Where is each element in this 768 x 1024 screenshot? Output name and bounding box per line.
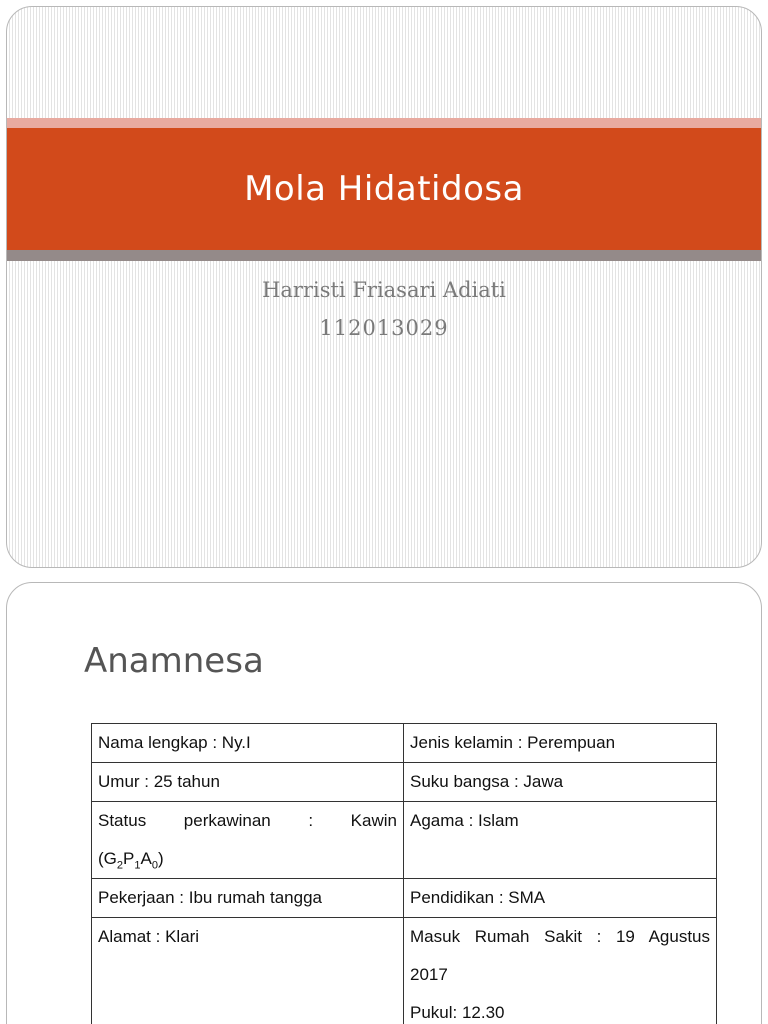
title-slide <box>6 6 762 568</box>
table-cell-age: Umur : 25 tahun <box>92 763 404 802</box>
para-count: 1 <box>134 859 141 872</box>
table-row <box>92 802 717 879</box>
table-cell-gender: Jenis kelamin : Perempuan <box>404 724 717 763</box>
table-cell-admission <box>404 918 717 1024</box>
slide-heading: Anamnesa <box>84 641 264 681</box>
table-cell-address: Alamat : Klari <box>92 918 404 1024</box>
obstetric-formula: $(G_2P_1A_0)$ <box>98 849 164 872</box>
table-cell-name: Nama lengkap : Ny.I <box>92 724 404 763</box>
admission-date-text: Masuk Rumah Sakit : 19 Agustus <box>410 927 710 946</box>
table-cell-education: Pendidikan : SMA <box>404 879 717 918</box>
top-accent-stripe <box>7 118 761 128</box>
bottom-accent-stripe <box>7 250 761 261</box>
table-row <box>92 763 717 802</box>
anamnesa-slide <box>6 582 762 1024</box>
table-cell-ethnicity: Suku bangsa : Jawa <box>404 763 717 802</box>
admission-time-text: Pukul: 12.30 <box>410 1003 505 1022</box>
admission-year-text: 2017 <box>410 965 448 984</box>
title-banner <box>7 128 761 250</box>
table-row <box>92 724 717 763</box>
slide-title: Mola Hidatidosa <box>244 169 524 209</box>
table-row <box>92 918 717 1024</box>
gravida-count: 2 <box>116 859 124 872</box>
marital-status-text: Status perkawinan : Kawin <box>98 811 397 830</box>
abortus-letter: A <box>140 849 152 868</box>
abortus-count: 0 <box>151 859 158 872</box>
para-letter: P <box>123 849 135 868</box>
gravida-letter: G <box>103 849 117 868</box>
table-row <box>92 879 717 918</box>
table-cell-marital-status <box>92 802 404 879</box>
author-name: Harristi Friasari Adiati <box>262 278 506 302</box>
student-id: 112013029 <box>319 316 449 340</box>
table-cell-religion: Agama : Islam <box>404 802 717 879</box>
table-cell-occupation: Pekerjaan : Ibu rumah tangga <box>92 879 404 918</box>
patient-info-table <box>91 723 717 1024</box>
